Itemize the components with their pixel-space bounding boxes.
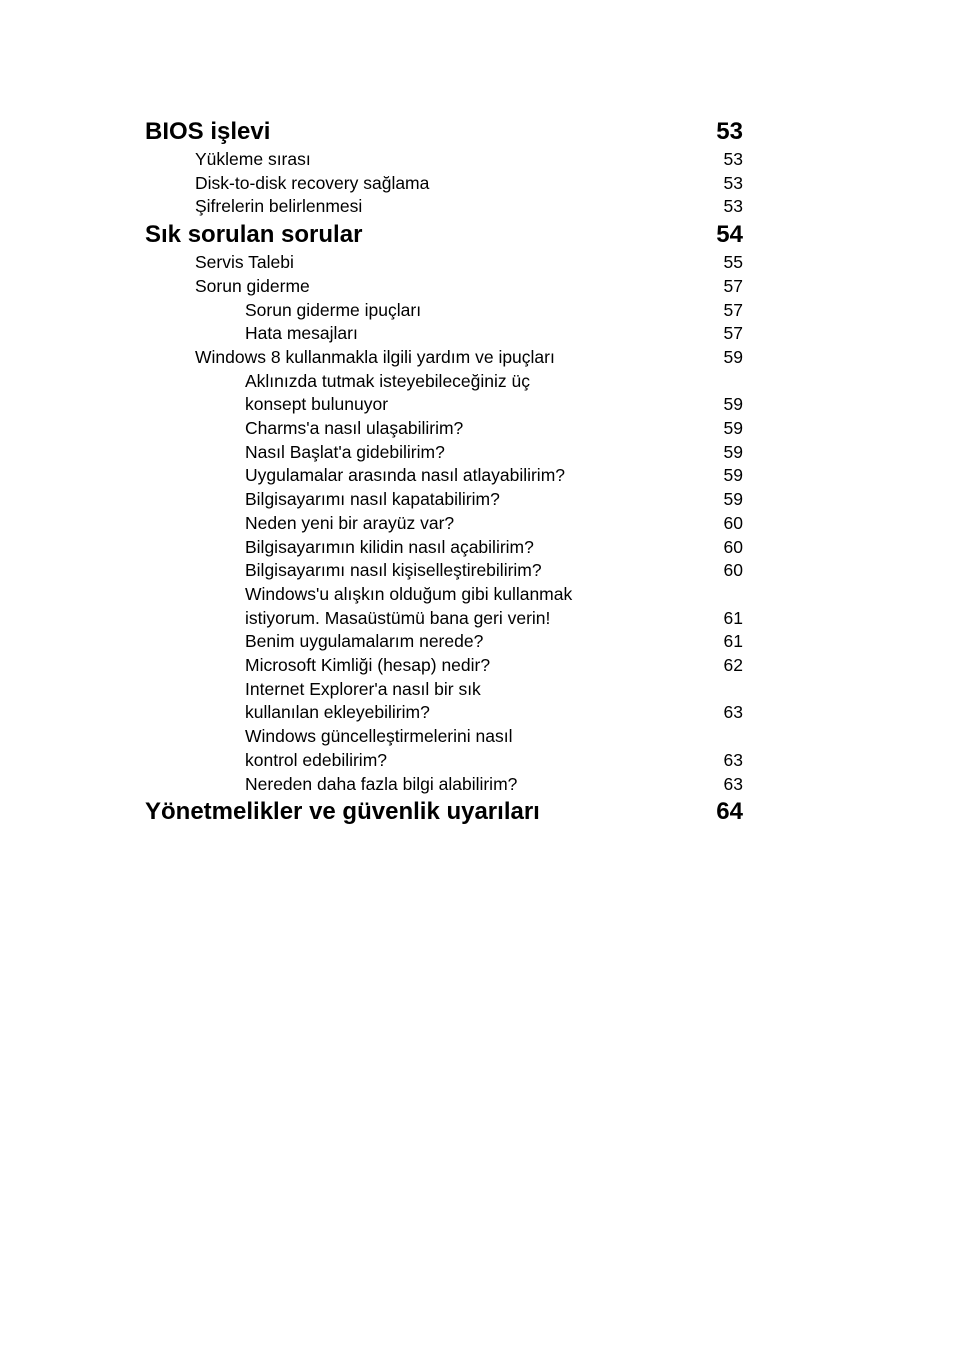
toc-entry-title-line: Windows'u alışkın olduğum gibi kullanmak	[245, 583, 573, 604]
toc-entry-title	[245, 630, 483, 654]
toc-entry-title	[195, 195, 362, 219]
toc-entry-title	[245, 678, 481, 725]
toc-page-number: 61	[723, 607, 743, 628]
toc-entry-title	[195, 275, 310, 299]
toc-entry-title	[195, 172, 429, 196]
toc-entry-title-line: Nasıl Başlat'a gidebilirim?	[245, 441, 445, 462]
toc-entry-title	[245, 464, 565, 488]
toc-entry-title-line: Yükleme sırası	[195, 149, 311, 169]
toc-section-entry[interactable]	[145, 148, 743, 172]
toc-entry-title-line: Benim uygulamalarım nerede?	[245, 631, 484, 652]
toc-page-number: 60	[723, 512, 743, 533]
toc-entry-title	[195, 148, 311, 172]
toc-entry-title	[245, 773, 517, 797]
toc-entry-title-line: istiyorum. Masaüstümü bana geri verin!	[245, 607, 551, 628]
toc-page-number: 59	[723, 418, 743, 439]
toc-entry-title	[245, 559, 542, 583]
toc-subsection-entry[interactable]	[145, 322, 743, 346]
toc-page-number: 59	[723, 394, 743, 415]
toc-page-number: 63	[723, 749, 743, 770]
toc-entry-title	[195, 251, 294, 275]
toc-entry-title	[245, 417, 463, 441]
toc-subsection-entry[interactable]	[145, 512, 743, 536]
toc-entry-title-line: Windows güncelleştirmelerini nasıl	[245, 726, 513, 747]
toc-page-number: 64	[716, 798, 743, 826]
toc-entry-title-line: konsept bulunuyor	[245, 394, 389, 415]
toc-section-entry[interactable]	[145, 275, 743, 299]
toc-page-number: 60	[723, 560, 743, 581]
toc-subsection-entry[interactable]	[145, 559, 743, 583]
toc-page-number: 55	[723, 252, 743, 273]
toc-entry-title	[245, 654, 490, 678]
toc-entry-title-line: kullanılan ekleyebilirim?	[245, 702, 430, 723]
toc-subsection-entry[interactable]	[145, 488, 743, 512]
toc-page-number: 62	[723, 655, 743, 676]
toc-page-number: 61	[723, 631, 743, 652]
toc-entry-title	[245, 441, 445, 465]
toc-page-number: 63	[723, 773, 743, 794]
toc-page-number: 59	[723, 489, 743, 510]
toc-page-number: 59	[723, 346, 743, 367]
toc-subsection-entry[interactable]	[145, 654, 743, 678]
toc-entry-title-line: Şifrelerin belirlenmesi	[195, 196, 363, 217]
toc-entry-title-line: BIOS işlevi	[145, 118, 271, 145]
toc-subsection-entry[interactable]	[145, 464, 743, 488]
toc-entry-title	[245, 583, 572, 630]
toc-section-entry[interactable]	[145, 346, 743, 370]
toc-entry-title-line: Aklınızda tutmak isteyebileceğiniz üç	[245, 370, 530, 391]
toc-chapter-entry[interactable]	[145, 219, 743, 251]
toc-page-number: 57	[723, 299, 743, 320]
toc-entry-title-line: Disk-to-disk recovery sağlama	[195, 172, 430, 193]
toc-entry-title	[245, 488, 500, 512]
toc-page-number: 63	[723, 702, 743, 723]
toc-entry-title	[245, 512, 454, 536]
toc-entry-title-line: Sorun giderme ipuçları	[245, 299, 422, 320]
toc-entry-title-line: Microsoft Kimliği (hesap) nedir?	[245, 655, 491, 676]
toc-page-number: 59	[723, 441, 743, 462]
toc-entry-title-line: Sık sorulan sorular	[145, 221, 363, 249]
toc-subsection-entry[interactable]	[145, 630, 743, 654]
toc-subsection-entry[interactable]	[145, 441, 743, 465]
toc-page-number: 60	[723, 536, 743, 557]
toc-page-number: 53	[716, 118, 743, 145]
toc-entry-title-line: Yönetmelikler ve güvenlik uyarıları	[145, 798, 540, 826]
toc-section-entry[interactable]	[145, 172, 743, 196]
toc-entry-title-line: Uygulamalar arasında nasıl atlayabilirim?	[245, 465, 566, 486]
toc-entry-title-line: Internet Explorer'a nasıl bir sık	[245, 678, 481, 699]
toc-entry-title-line: Windows 8 kullanmakla ilgili yardım ve ipuçları	[195, 346, 555, 367]
toc-entry-title	[145, 116, 270, 148]
toc-section-entry[interactable]	[145, 251, 743, 275]
toc-page-number: 54	[716, 221, 743, 249]
toc-entry-title-line: Bilgisayarımın kilidin nasıl açabilirim?	[245, 536, 534, 557]
toc-entry-title	[245, 322, 358, 346]
toc-entry-title-line: Servis Talebi	[195, 252, 294, 273]
toc-entry-title	[245, 725, 512, 772]
toc-subsection-entry[interactable]	[145, 773, 743, 797]
toc-page-number: 57	[723, 275, 743, 296]
toc-entry-title-line: Bilgisayarımı nasıl kişiselleştirebilirim?	[245, 560, 542, 581]
toc-entry-title-line: Neden yeni bir arayüz var?	[245, 512, 455, 533]
toc-entry-title	[145, 219, 362, 251]
toc-section-entry[interactable]	[145, 195, 743, 219]
toc-subsection-entry[interactable]	[145, 678, 743, 725]
toc-subsection-entry[interactable]	[145, 417, 743, 441]
toc-page-number: 57	[723, 323, 743, 344]
toc-entry-title-line: Nereden daha fazla bilgi alabilirim?	[245, 773, 518, 794]
toc-page-number: 53	[723, 149, 743, 169]
table-of-contents	[145, 116, 743, 828]
toc-entry-title	[245, 299, 421, 323]
toc-entry-title-line: Charms'a nasıl ulaşabilirim?	[245, 418, 464, 439]
toc-subsection-entry[interactable]	[145, 299, 743, 323]
toc-page-number: 53	[723, 196, 743, 217]
toc-page-number: 53	[723, 172, 743, 193]
toc-entry-title	[245, 370, 530, 417]
toc-subsection-entry[interactable]	[145, 725, 743, 772]
toc-chapter-entry[interactable]	[145, 116, 743, 148]
toc-entry-title	[145, 796, 540, 828]
toc-subsection-entry[interactable]	[145, 583, 743, 630]
toc-entry-title-line: Sorun giderme	[195, 275, 310, 296]
toc-entry-title-line: Hata mesajları	[245, 323, 358, 344]
toc-entry-title-line: kontrol edebilirim?	[245, 749, 388, 770]
toc-subsection-entry[interactable]	[145, 370, 743, 417]
toc-subsection-entry[interactable]	[145, 536, 743, 560]
toc-page-number: 59	[723, 465, 743, 486]
toc-entry-title	[195, 346, 555, 370]
toc-entry-title-line: Bilgisayarımı nasıl kapatabilirim?	[245, 489, 500, 510]
toc-entry-title	[245, 536, 534, 560]
toc-chapter-entry[interactable]	[145, 796, 743, 828]
